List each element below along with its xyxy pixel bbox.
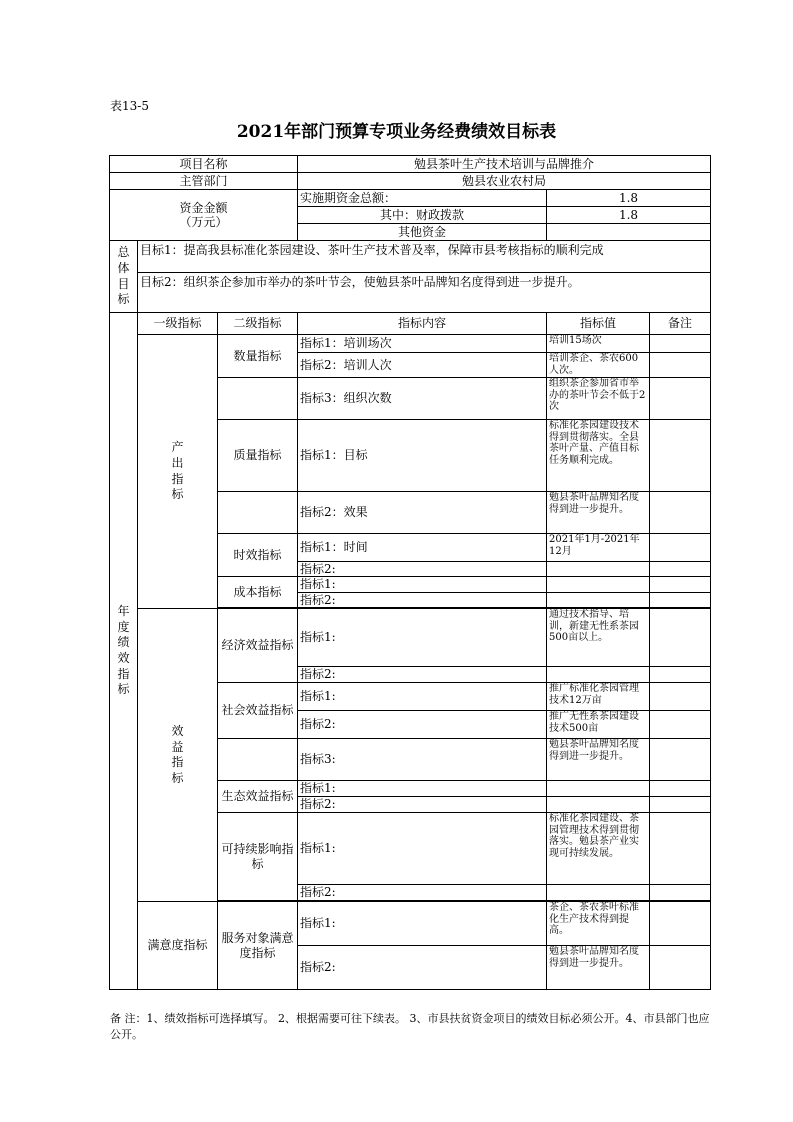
indicator-value <box>547 667 650 683</box>
fiscal-fund-label: 其中：财政拨款 <box>298 207 547 224</box>
other-fund-value <box>547 224 711 241</box>
indicator-content: 指标1：目标 <box>298 420 547 492</box>
indicator-remark <box>650 946 711 990</box>
indicator-value <box>547 592 650 607</box>
satisfaction-indicator-label: 满意度指标 <box>138 902 218 990</box>
indicator-value: 培训15场次 <box>547 335 650 353</box>
indicator-content: 指标2: <box>298 711 547 739</box>
benefit-char: 效 <box>171 723 184 738</box>
indicator-remark <box>650 797 711 813</box>
quantity-indicator: 数量指标 <box>218 335 298 378</box>
level2-blank <box>218 492 298 534</box>
indicator-remark <box>650 378 711 420</box>
indicator-remark <box>650 609 711 667</box>
total-fund-label: 实施期资金总额： <box>298 190 547 207</box>
level2-blank <box>218 378 298 420</box>
indicator-value: 通过技术指导、培训，新建无性系茶园500亩以上。 <box>547 609 650 667</box>
annual-char: 年 <box>117 604 130 619</box>
indicator-value: 推广标准化茶园管理技术12万亩 <box>547 683 650 711</box>
output-indicator-label <box>138 335 218 609</box>
indicator-value: 培训茶企、茶农600人次。 <box>547 353 650 378</box>
indicator-content: 指标1: <box>298 683 547 711</box>
indicator-value <box>547 562 650 577</box>
timeliness-indicator: 时效指标 <box>218 534 298 577</box>
annual-indicator-label <box>110 313 138 990</box>
fiscal-fund-value: 1.8 <box>547 207 711 224</box>
indicator-value <box>547 797 650 813</box>
table-number: 表13-5 <box>110 99 149 113</box>
indicator-remark <box>650 335 711 353</box>
annual-char: 指 <box>117 666 130 681</box>
indicator-value <box>547 577 650 592</box>
indicator-value: 茶企、茶农茶叶标准化生产技术得到提高。 <box>547 902 650 946</box>
overall-char: 标 <box>117 292 130 307</box>
indicator-content: 指标1: <box>298 577 547 592</box>
sustainability-indicator: 可持续影响指标 <box>218 813 298 901</box>
quality-indicator: 质量指标 <box>218 420 298 492</box>
other-fund-label: 其他资金 <box>298 224 547 241</box>
indicator-value: 标准化茶园建设技术得到贯彻落实。全县茶叶产量、产值目标任务顺利完成。 <box>547 420 650 492</box>
annual-char: 绩 <box>117 635 130 650</box>
page-title: 2021年部门预算专项业务经费绩效目标表 <box>236 122 557 142</box>
indicator-value: 组织茶企参加省市举办的茶叶节会不低于2次 <box>547 378 650 420</box>
indicator-content: 指标3：组织次数 <box>298 378 547 420</box>
annual-char: 标 <box>117 682 130 697</box>
indicator-remark <box>650 813 711 885</box>
service-satisfaction-indicator: 服务对象满意度指标 <box>218 902 298 990</box>
overall-goal-1: 目标1：提高我县标准化茶园建设、茶叶生产技术普及率，保障市县考核指标的顺利完成 <box>138 241 711 273</box>
output-char: 指 <box>171 471 184 486</box>
indicator-content: 指标1: <box>298 902 547 946</box>
indicator-value: 勉县茶叶品牌知名度得到进一步提升。 <box>547 492 650 534</box>
indicator-remark <box>650 353 711 378</box>
indicator-content: 指标3: <box>298 739 547 781</box>
economic-benefit-indicator: 经济效益指标 <box>218 609 298 683</box>
dept-value: 勉县农业农村局 <box>298 173 711 190</box>
social-benefit-indicator: 社会效益指标 <box>218 683 298 739</box>
indicator-content: 指标2：效果 <box>298 492 547 534</box>
cost-indicator: 成本指标 <box>218 577 298 608</box>
indicator-content: 指标1: <box>298 609 547 667</box>
benefit-indicator-label <box>138 609 218 902</box>
project-name-label: 项目名称 <box>110 156 298 173</box>
ecological-benefit-indicator: 生态效益指标 <box>218 781 298 813</box>
benefit-char: 标 <box>171 770 184 785</box>
indicator-remark <box>650 781 711 797</box>
indicator-remark <box>650 667 711 683</box>
indicator-remark <box>650 683 711 711</box>
indicator-remark <box>650 492 711 534</box>
indicator-content: 指标2: <box>298 592 547 607</box>
indicator-remark <box>650 420 711 492</box>
indicator-value <box>547 885 650 901</box>
col-header-value: 指标值 <box>547 313 650 335</box>
output-char: 出 <box>171 455 184 470</box>
indicator-remark <box>650 562 711 577</box>
indicator-value: 勉县茶叶品牌知名度得到进一步提升。 <box>547 739 650 781</box>
col-header-remark: 备注 <box>650 313 711 335</box>
benefit-char: 益 <box>171 739 184 754</box>
indicator-content: 指标1：时间 <box>298 534 547 562</box>
indicator-remark <box>650 739 711 781</box>
indicator-content: 指标1：培训场次 <box>298 335 547 353</box>
overall-char: 体 <box>117 260 130 275</box>
indicator-content: 指标2: <box>298 946 547 990</box>
footnote: 备 注：1、绩效指标可选择填写。 2、根据需要可往下续表。 3、市县扶贫资金项目的绩效目标必须公开。4、市县部门也应公开。 <box>110 1012 710 1041</box>
indicator-content: 指标2: <box>298 885 547 901</box>
project-name-value: 勉县茶叶生产技术培训与品牌推介 <box>298 156 711 173</box>
col-header-level1: 一级指标 <box>138 313 218 335</box>
indicator-value <box>547 781 650 797</box>
col-header-level2: 二级指标 <box>218 313 298 335</box>
overall-char: 总 <box>117 245 130 260</box>
indicator-content: 指标1: <box>298 813 547 885</box>
output-char: 标 <box>171 487 184 502</box>
col-header-content: 指标内容 <box>298 313 547 335</box>
indicator-remark <box>650 592 711 607</box>
indicator-remark <box>650 534 711 562</box>
overall-goal-2: 目标2：组织茶企参加市举办的茶叶节会，使勉县茶叶品牌知名度得到进一步提升。 <box>138 273 711 313</box>
dept-label: 主管部门 <box>110 173 298 190</box>
indicator-content: 指标2: <box>298 797 547 813</box>
annual-char: 度 <box>117 619 130 634</box>
indicator-value: 2021年1月-2021年12月 <box>547 534 650 562</box>
indicator-content: 指标2：培训人次 <box>298 353 547 378</box>
benefit-char: 指 <box>171 755 184 770</box>
indicator-value: 勉县茶叶品牌知名度得到进一步提升。 <box>547 946 650 990</box>
total-fund-value: 1.8 <box>547 190 711 207</box>
fund-amount-label <box>110 190 298 241</box>
fund-unit: （万元） <box>179 215 228 229</box>
output-char: 产 <box>171 440 184 455</box>
indicator-content: 指标1: <box>298 781 547 797</box>
indicator-remark <box>650 902 711 946</box>
performance-table <box>109 155 711 990</box>
indicator-value: 标准化茶园建设、茶园管理技术得到贯彻落实。勉县茶产业实现可持续发展。 <box>547 813 650 885</box>
indicator-content: 指标2: <box>298 667 547 683</box>
indicator-remark <box>650 577 711 592</box>
indicator-remark <box>650 711 711 739</box>
annual-char: 效 <box>117 651 130 666</box>
fund-label: 资金金额 <box>179 200 228 215</box>
overall-goal-label <box>110 241 138 313</box>
indicator-content: 指标2: <box>298 562 547 577</box>
indicator-remark <box>650 885 711 901</box>
level2-blank <box>218 739 298 781</box>
indicator-value: 推广无性系茶园建设技术500亩 <box>547 711 650 739</box>
overall-char: 目 <box>117 276 130 291</box>
